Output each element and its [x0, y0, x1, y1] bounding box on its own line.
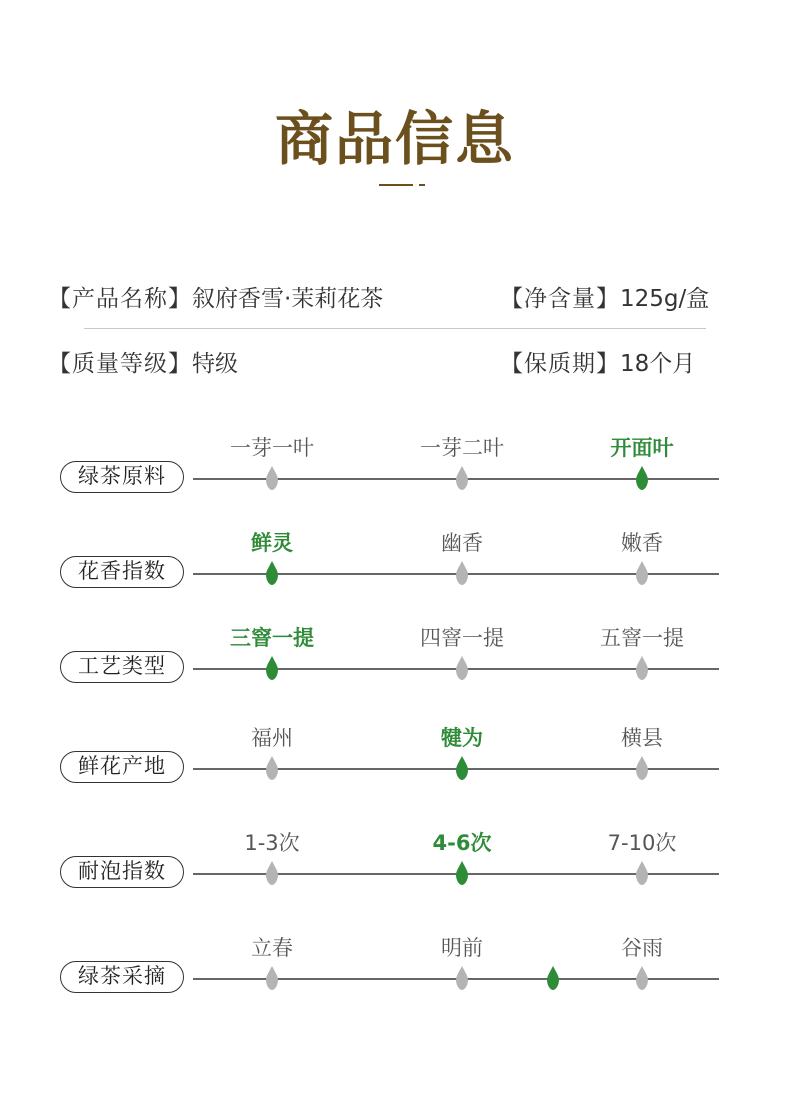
scale-marker-selected [547, 966, 559, 990]
scale-marker [636, 656, 648, 680]
attribute-row [0, 620, 790, 710]
option-label: 幽香 [441, 531, 483, 555]
option-label: 横县 [621, 726, 663, 750]
scale-marker [266, 966, 278, 990]
info-shelf-life [500, 345, 695, 378]
attribute-label: 绿茶采摘 [60, 961, 184, 993]
info-product-name [48, 280, 383, 313]
scale-marker [636, 966, 648, 990]
scale-marker-selected [266, 656, 278, 680]
attribute-label: 花香指数 [60, 556, 184, 588]
scale-marker-selected [456, 861, 468, 885]
option-label-selected: 三窨一提 [230, 626, 314, 650]
option-label-selected: 开面叶 [610, 436, 674, 460]
scale-marker-selected [636, 466, 648, 490]
scale-marker [266, 756, 278, 780]
scale-marker [456, 656, 468, 680]
scale-marker [456, 466, 468, 490]
attribute-row [0, 825, 790, 915]
info-value: 125g/盒 [620, 286, 710, 312]
option-label: 明前 [441, 936, 483, 960]
info-divider [84, 328, 706, 329]
scale-marker [456, 561, 468, 585]
attribute-row [0, 930, 790, 1020]
scale-marker [636, 861, 648, 885]
option-label: 福州 [251, 726, 293, 750]
title-underline-dot [419, 184, 425, 186]
option-label: 谷雨 [621, 936, 663, 960]
option-label-selected: 鲜灵 [251, 531, 293, 555]
attribute-row [0, 720, 790, 810]
scale-marker [456, 966, 468, 990]
attribute-row [0, 430, 790, 520]
title-underline [379, 184, 413, 186]
option-label: 一芽二叶 [420, 436, 504, 460]
option-label: 一芽一叶 [230, 436, 314, 460]
scale-marker [266, 861, 278, 885]
option-label: 嫩香 [621, 531, 663, 555]
info-key: 【净含量】 [500, 286, 620, 312]
scale-marker [636, 756, 648, 780]
option-label: 五窨一提 [600, 626, 684, 650]
option-label: 立春 [251, 936, 293, 960]
attribute-label: 工艺类型 [60, 651, 184, 683]
attribute-label: 耐泡指数 [60, 856, 184, 888]
attribute-label: 绿茶原料 [60, 461, 184, 493]
info-key: 【保质期】 [500, 351, 620, 377]
info-grade [48, 345, 238, 378]
info-net-content [500, 280, 709, 313]
info-value: 特级 [192, 351, 238, 377]
attribute-label: 鲜花产地 [60, 751, 184, 783]
scale-marker [636, 561, 648, 585]
scale-marker-selected [266, 561, 278, 585]
scale-marker-selected [456, 756, 468, 780]
info-key: 【产品名称】 [48, 286, 192, 312]
option-label-selected: 4-6次 [432, 831, 492, 855]
attribute-row [0, 525, 790, 615]
option-label: 四窨一提 [420, 626, 504, 650]
page-title: 商品信息 [274, 105, 515, 173]
option-label: 7-10次 [607, 831, 677, 855]
scale-marker [266, 466, 278, 490]
option-label-selected: 犍为 [441, 726, 483, 750]
option-label: 1-3次 [244, 831, 300, 855]
info-value: 18个月 [620, 351, 696, 377]
info-key: 【质量等级】 [48, 351, 192, 377]
info-value: 叙府香雪·茉莉花茶 [192, 286, 384, 312]
